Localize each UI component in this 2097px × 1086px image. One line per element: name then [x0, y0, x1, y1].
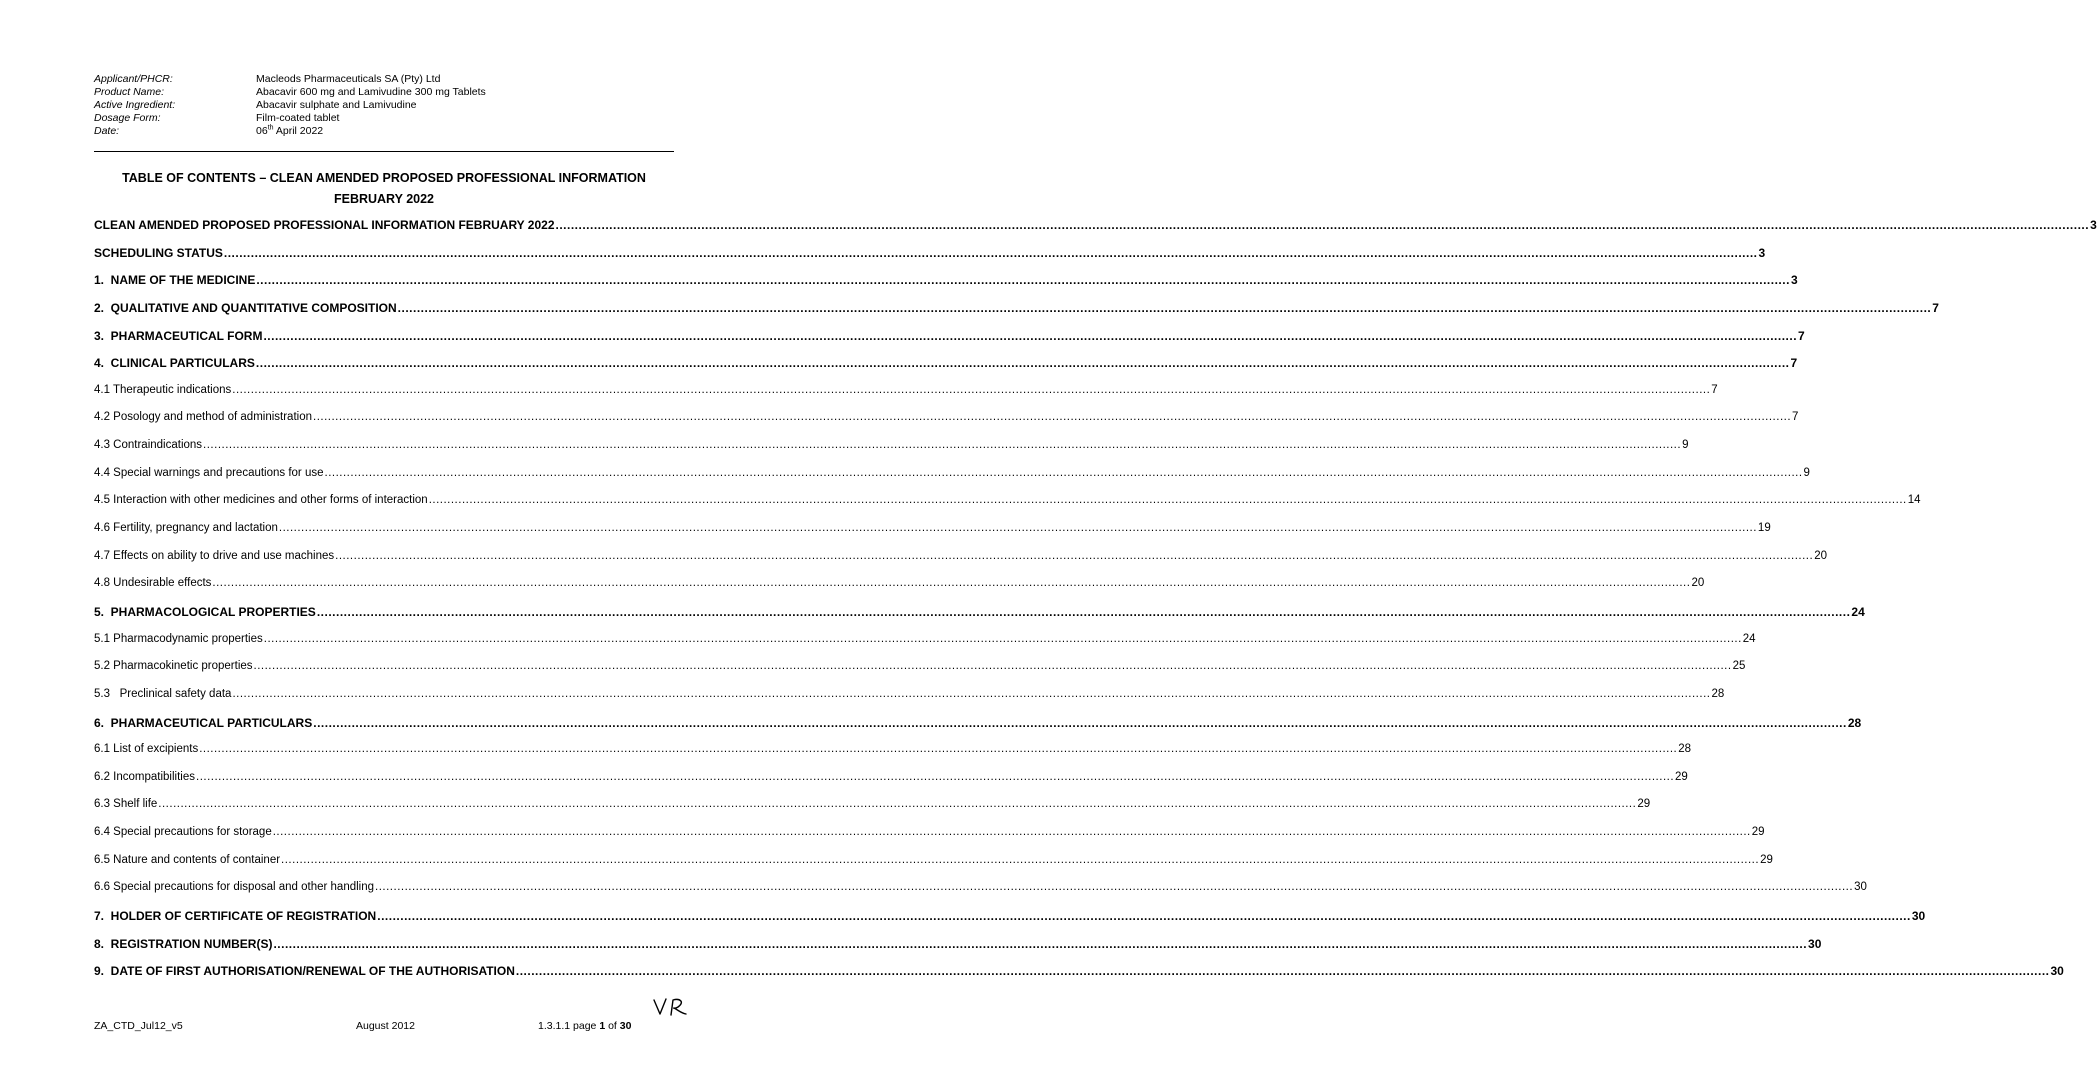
- toc-entry-label: 4. CLINICAL PARTICULARS: [94, 356, 255, 371]
- toc-entry-page-number: 7: [1932, 300, 1939, 315]
- toc-entry-label: 5. PHARMACOLOGICAL PROPERTIES: [94, 604, 316, 619]
- toc-entry-label: 4.3 Contraindications: [94, 439, 203, 452]
- toc-subsection-entry[interactable]: [94, 826, 1765, 854]
- toc-entry-label: 5.1 Pharmacodynamic properties: [94, 632, 263, 645]
- meta-row-date: [94, 125, 486, 138]
- toc-entry-page-number: 25: [1732, 660, 1746, 673]
- date-day: 06: [256, 125, 268, 137]
- document-meta: [94, 73, 486, 138]
- toc-entry-label: 4.2 Posology and method of administration: [94, 411, 312, 424]
- toc-entry-page-number: 29: [1760, 853, 1773, 866]
- toc-dot-leader: ................................................................................................................................................................................................................................................................................................................................................................................................................: [278, 522, 1757, 535]
- toc-subsection-entry[interactable]: [94, 881, 1867, 909]
- meta-value: Abacavir sulphate and Lamivudine: [256, 99, 417, 111]
- toc-dot-leader: ................................................................................................................................................................................................................................................................................................................................................................................................................: [272, 826, 1751, 839]
- toc-subsection-entry[interactable]: [94, 439, 1689, 467]
- toc-dot-leader: ................................................................................................................................................................................................................................................................................................................................................................................................................: [256, 273, 1790, 288]
- toc-entry-label: 6.6 Special precautions for disposal and other handling: [94, 881, 375, 894]
- toc-entry-page-number: 3: [1758, 245, 1766, 260]
- toc-entry-label: 4.1 Therapeutic indications: [94, 383, 232, 396]
- toc-dot-leader: ................................................................................................................................................................................................................................................................................................................................................................................................................: [335, 549, 1814, 562]
- toc-entry-page-number: 28: [1847, 715, 1862, 730]
- toc-entry-label: 2. QUALITATIVE AND QUANTITATIVE COMPOSITION: [94, 300, 397, 315]
- footer-page-total: 30: [619, 1020, 632, 1032]
- toc-title-line-2: FEBRUARY 2022: [333, 192, 435, 206]
- toc-dot-leader: ................................................................................................................................................................................................................................................................................................................................................................................................................: [199, 743, 1678, 756]
- toc-entry-page-number: 7: [1790, 356, 1798, 371]
- toc-section-entry[interactable]: [94, 909, 1926, 937]
- toc-entry-label: 4.4 Special warnings and precautions for use: [94, 466, 324, 479]
- toc-entry-page-number: 30: [1911, 909, 1926, 924]
- toc-dot-leader: ................................................................................................................................................................................................................................................................................................................................................................................................................: [281, 853, 1760, 866]
- toc-dot-leader: ................................................................................................................................................................................................................................................................................................................................................................................................................: [196, 770, 1675, 783]
- toc-entry-page-number: 29: [1637, 798, 1651, 811]
- toc-entry-label: 6. PHARMACEUTICAL PARTICULARS: [94, 715, 313, 730]
- toc-entry-label: 6.4 Special precautions for storage: [94, 826, 272, 839]
- toc-section-entry[interactable]: [94, 356, 1798, 384]
- handwritten-initials: [652, 996, 688, 1018]
- toc-entry-label: 6.5 Nature and contents of container: [94, 853, 281, 866]
- toc-dot-leader: ................................................................................................................................................................................................................................................................................................................................................................................................................: [232, 383, 1711, 396]
- toc-dot-leader: ................................................................................................................................................................................................................................................................................................................................................................................................................: [313, 715, 1847, 730]
- footer-page-prefix: 1.3.1.1 page: [538, 1020, 600, 1032]
- toc-entry-page-number: 9: [1682, 439, 1689, 452]
- toc-dot-leader: ................................................................................................................................................................................................................................................................................................................................................................................................................: [555, 218, 2090, 232]
- toc-section-entry[interactable]: [94, 300, 1939, 329]
- toc-subsection-entry[interactable]: [94, 577, 1705, 605]
- toc-entry-page-number: 20: [1691, 577, 1705, 590]
- toc-dot-leader: ................................................................................................................................................................................................................................................................................................................................................................................................................: [397, 300, 1932, 315]
- toc-dot-leader: ................................................................................................................................................................................................................................................................................................................................................................................................................: [313, 411, 1792, 424]
- toc-entry-label: 3. PHARMACEUTICAL FORM: [94, 328, 263, 343]
- footer-page-current: 1: [599, 1020, 606, 1032]
- footer-date: August 2012: [356, 1020, 415, 1032]
- toc-section-entry[interactable]: [94, 964, 2064, 992]
- toc-entry-label: 6.1 List of excipients: [94, 743, 199, 756]
- meta-label: Active Ingredient:: [94, 99, 176, 111]
- toc-dot-leader: ................................................................................................................................................................................................................................................................................................................................................................................................................: [158, 798, 1637, 811]
- toc-entry-page-number: 28: [1711, 687, 1725, 700]
- meta-value: Macleods Pharmaceuticals SA (Pty) Ltd: [256, 73, 441, 85]
- toc-section-entry[interactable]: [94, 328, 1805, 357]
- toc-dot-leader: ................................................................................................................................................................................................................................................................................................................................................................................................................: [212, 577, 1691, 590]
- toc-subsection-entry[interactable]: [94, 798, 1651, 826]
- meta-row: [94, 73, 486, 86]
- toc-entry-label: 7. HOLDER OF CERTIFICATE OF REGISTRATION: [94, 909, 377, 924]
- toc-dot-leader: ................................................................................................................................................................................................................................................................................................................................................................................................................: [515, 964, 2050, 979]
- toc-entry-page-number: 7: [1798, 328, 1805, 343]
- toc-entry-label: 9. DATE OF FIRST AUTHORISATION/RENEWAL OF THE AUTHORISATION: [94, 964, 515, 979]
- toc-entry-page-number: 29: [1675, 770, 1688, 783]
- toc-entry-page-number: 24: [1851, 604, 1865, 619]
- toc-subsection-entry[interactable]: [94, 522, 1771, 550]
- footer-document-code: ZA_CTD_Jul12_v5: [94, 1020, 183, 1032]
- toc-dot-leader: ................................................................................................................................................................................................................................................................................................................................................................................................................: [263, 328, 1798, 343]
- toc-subsection-entry[interactable]: [94, 466, 1810, 495]
- toc-entry-page-number: 30: [1808, 936, 1822, 951]
- toc-section-entry[interactable]: [94, 273, 1798, 301]
- meta-value: Film-coated tablet: [256, 112, 340, 124]
- toc-entry-page-number: 3: [2090, 218, 2097, 232]
- toc-entry-page-number: 29: [1751, 826, 1765, 839]
- table-of-contents: [94, 218, 2097, 992]
- toc-entry-page-number: 14: [1907, 494, 1921, 507]
- toc-entry-page-number: 24: [1742, 632, 1756, 645]
- toc-dot-leader: ................................................................................................................................................................................................................................................................................................................................................................................................................: [263, 632, 1742, 645]
- date-suffix: th: [267, 124, 274, 132]
- toc-subsection-entry[interactable]: [94, 549, 1827, 578]
- toc-dot-leader: ................................................................................................................................................................................................................................................................................................................................................................................................................: [232, 687, 1711, 700]
- toc-entry-label: 1. NAME OF THE MEDICINE: [94, 273, 256, 288]
- meta-row: [94, 112, 486, 125]
- meta-label: Applicant/PHCR:: [94, 73, 173, 85]
- toc-entry-page-number: 28: [1678, 743, 1692, 756]
- toc-subsection-entry[interactable]: [94, 494, 1921, 522]
- meta-value: Abacavir 600 mg and Lamivudine 300 mg Tablets: [256, 86, 486, 98]
- meta-row: [94, 99, 486, 112]
- toc-entry-page-number: 3: [1790, 273, 1798, 288]
- toc-title-line-1: TABLE OF CONTENTS – CLEAN AMENDED PROPOSED PROFESSIONAL INFORMATION: [122, 171, 646, 185]
- toc-entry-label: 4.7 Effects on ability to drive and use machines: [94, 549, 335, 562]
- toc-entry-label: 8. REGISTRATION NUMBER(S): [94, 936, 273, 951]
- toc-entry-page-number: 7: [1711, 383, 1718, 396]
- toc-subsection-entry[interactable]: [94, 743, 1692, 771]
- toc-dot-leader: ................................................................................................................................................................................................................................................................................................................................................................................................................: [223, 245, 1758, 260]
- toc-section-entry[interactable]: [94, 245, 1766, 274]
- toc-entry-label: SCHEDULING STATUS: [94, 245, 223, 260]
- date-rest: April 2022: [273, 125, 324, 137]
- toc-dot-leader: ................................................................................................................................................................................................................................................................................................................................................................................................................: [428, 494, 1907, 507]
- toc-entry-page-number: 19: [1757, 522, 1771, 535]
- meta-row: [94, 86, 486, 99]
- toc-subsection-entry[interactable]: [94, 383, 1718, 412]
- toc-section-entry[interactable]: [94, 936, 1822, 965]
- toc-dot-leader: ................................................................................................................................................................................................................................................................................................................................................................................................................: [273, 936, 1808, 951]
- meta-label: Product Name:: [94, 86, 165, 98]
- toc-dot-leader: ................................................................................................................................................................................................................................................................................................................................................................................................................: [255, 356, 1790, 371]
- toc-entry-label: 4.8 Undesirable effects: [94, 577, 212, 590]
- toc-subsection-entry[interactable]: [94, 687, 1725, 716]
- toc-dot-leader: ................................................................................................................................................................................................................................................................................................................................................................................................................: [203, 439, 1682, 452]
- toc-dot-leader: ................................................................................................................................................................................................................................................................................................................................................................................................................: [253, 660, 1732, 673]
- header-divider: [94, 151, 674, 152]
- meta-label: Dosage Form:: [94, 112, 161, 124]
- footer-page-of: of: [605, 1020, 620, 1032]
- toc-dot-leader: ................................................................................................................................................................................................................................................................................................................................................................................................................: [316, 604, 1851, 619]
- toc-entry-page-number: 30: [1854, 881, 1867, 894]
- toc-entry-label: 5.2 Pharmacokinetic properties: [94, 660, 253, 673]
- toc-subsection-entry[interactable]: [94, 660, 1746, 688]
- footer-page-info: [538, 1020, 631, 1032]
- toc-entry-label: 5.3 Preclinical safety data: [94, 687, 232, 700]
- toc-entry-label: 4.5 Interaction with other medicines and other forms of interaction: [94, 494, 428, 507]
- date-label: Date:: [94, 125, 120, 137]
- toc-entry-page-number: 9: [1803, 466, 1810, 479]
- toc-entry-page-number: 20: [1814, 549, 1827, 562]
- toc-dot-leader: ................................................................................................................................................................................................................................................................................................................................................................................................................: [377, 909, 1911, 924]
- date-value: [256, 125, 323, 138]
- toc-section-entry[interactable]: [94, 604, 1865, 633]
- toc-dot-leader: ................................................................................................................................................................................................................................................................................................................................................................................................................: [375, 881, 1854, 894]
- toc-entry-label: CLEAN AMENDED PROPOSED PROFESSIONAL INFORMATION FEBRUARY 2022: [94, 218, 555, 232]
- toc-entry-page-number: 30: [2050, 964, 2064, 979]
- toc-title: [94, 168, 674, 210]
- toc-entry-label: 6.2 Incompatibilities: [94, 770, 195, 783]
- toc-entry-page-number: 7: [1792, 411, 1799, 424]
- toc-entry-label: 4.6 Fertility, pregnancy and lactation: [94, 522, 278, 535]
- toc-subsection-entry[interactable]: [94, 770, 1688, 799]
- toc-subsection-entry[interactable]: [94, 632, 1756, 661]
- toc-section-entry[interactable]: [94, 218, 2097, 246]
- toc-entry-label: 6.3 Shelf life: [94, 798, 158, 811]
- toc-subsection-entry[interactable]: [94, 411, 1799, 439]
- toc-dot-leader: ................................................................................................................................................................................................................................................................................................................................................................................................................: [324, 466, 1803, 479]
- toc-subsection-entry[interactable]: [94, 853, 1773, 882]
- toc-section-entry[interactable]: [94, 715, 1862, 744]
